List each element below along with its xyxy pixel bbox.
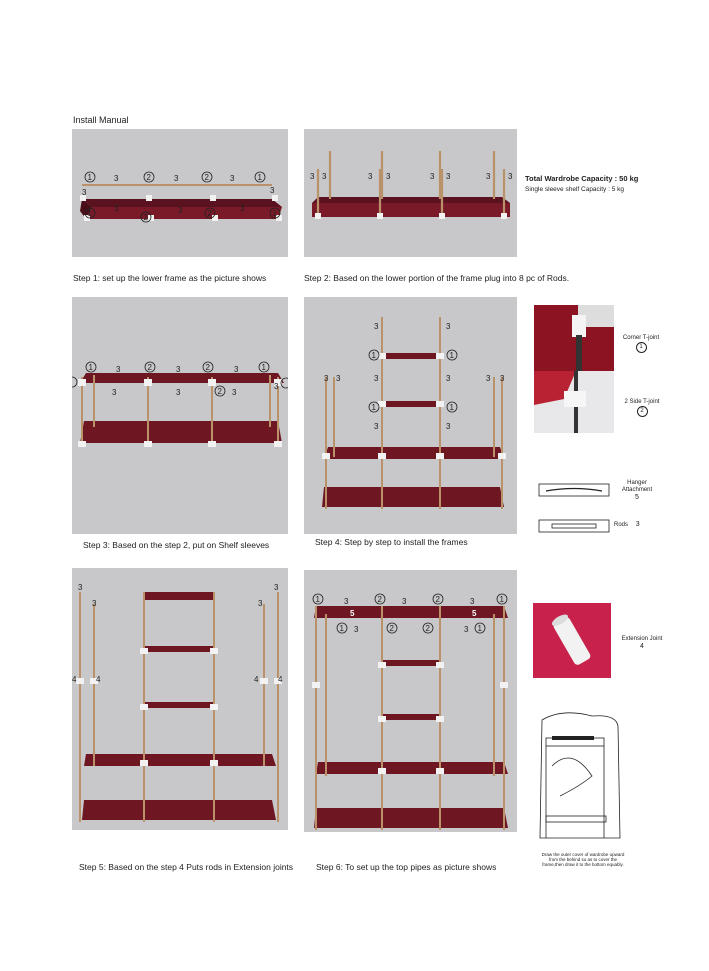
extension-joint-label: Extension Joint 4 (614, 636, 670, 650)
total-capacity: Total Wardrobe Capacity : 50 kg (525, 174, 639, 183)
svg-text:3: 3 (500, 374, 505, 383)
step-2-caption: Step 2: Based on the lower portion of the frame plug into 8 pc of Rods. (304, 273, 570, 283)
svg-text:3: 3 (92, 599, 97, 608)
capacity-info (525, 174, 705, 193)
svg-text:3: 3 (240, 204, 245, 213)
step-3-image (72, 297, 288, 534)
svg-text:3: 3 (112, 388, 117, 397)
hanger-attachment-icon (538, 482, 610, 498)
svg-text:1: 1 (315, 595, 320, 604)
svg-text:1: 1 (449, 403, 454, 412)
svg-text:1: 1 (87, 173, 92, 182)
svg-text:3: 3 (230, 174, 235, 183)
step-2-image (304, 129, 517, 257)
svg-text:2: 2 (204, 173, 209, 182)
svg-text:1: 1 (272, 209, 277, 218)
svg-text:3: 3 (324, 374, 329, 383)
hanger-label: Hanger Attachment 5 (612, 480, 662, 501)
svg-text:3: 3 (270, 186, 275, 195)
svg-text:3: 3 (274, 382, 279, 391)
corner-joint-number: 1 (636, 342, 647, 353)
svg-text:3: 3 (114, 174, 119, 183)
step-6-image (304, 570, 517, 832)
step-5-image (72, 568, 288, 830)
svg-text:3: 3 (232, 388, 237, 397)
svg-text:3: 3 (446, 322, 451, 331)
extension-joint-photo (533, 603, 611, 678)
svg-text:3: 3 (258, 599, 263, 608)
svg-text:1: 1 (87, 209, 92, 218)
svg-text:1: 1 (88, 363, 93, 372)
svg-text:1: 1 (499, 595, 504, 604)
svg-text:3: 3 (430, 172, 435, 181)
svg-text:3: 3 (486, 172, 491, 181)
svg-text:3: 3 (310, 172, 315, 181)
rods-icon (538, 518, 610, 534)
page-title: Install Manual (73, 115, 129, 125)
shelf-capacity: Single sleeve shelf Capacity : 5 kg (525, 186, 624, 193)
svg-text:1: 1 (339, 624, 344, 633)
svg-text:3: 3 (464, 625, 469, 634)
svg-text:1: 1 (371, 403, 376, 412)
svg-text:5: 5 (472, 609, 477, 618)
svg-text:3: 3 (374, 374, 379, 383)
cover-note: Draw the outer cover of wardrobe upward from the behind so as to cover the frame,then draw it to the bottom equably. (541, 852, 625, 867)
svg-text:2: 2 (146, 173, 151, 182)
rods-number: 3 (635, 521, 640, 528)
svg-text:4: 4 (96, 675, 101, 684)
svg-text:3: 3 (336, 374, 341, 383)
step-1-caption: Step 1: set up the lower frame as the picture shows (73, 273, 267, 283)
svg-text:3: 3 (446, 374, 451, 383)
step-6-caption: Step 6: To set up the top pipes as picture shows (316, 862, 497, 872)
svg-text:2: 2 (207, 209, 212, 218)
svg-text:3: 3 (402, 597, 407, 606)
svg-text:3: 3 (374, 422, 379, 431)
svg-text:4: 4 (278, 675, 283, 684)
svg-text:1: 1 (261, 363, 266, 372)
svg-text:3: 3 (274, 583, 279, 592)
svg-text:1: 1 (477, 624, 482, 633)
extension-joint-number: 4 (640, 643, 644, 650)
svg-text:2: 2 (217, 387, 222, 396)
svg-text:3: 3 (322, 172, 327, 181)
svg-text:3: 3 (368, 172, 373, 181)
svg-text:2: 2 (389, 624, 394, 633)
svg-text:2: 2 (147, 363, 152, 372)
side-joint-label: 2 Side T-joint 2 (616, 399, 668, 417)
hanger-number: 5 (635, 494, 639, 501)
svg-text:4: 4 (254, 675, 259, 684)
svg-text:3: 3 (344, 597, 349, 606)
svg-text:2: 2 (205, 363, 210, 372)
corner-joint-photo (534, 305, 614, 371)
svg-text:3: 3 (386, 172, 391, 181)
svg-text:1: 1 (257, 173, 262, 182)
rods-label: Rods 3 (614, 521, 640, 528)
svg-text:3: 3 (176, 365, 181, 374)
step-3-caption: Step 3: Based on the step 2, put on Shelf sleeves (83, 540, 270, 550)
svg-text:3: 3 (446, 172, 451, 181)
svg-text:5: 5 (350, 609, 355, 618)
svg-text:2: 2 (143, 213, 148, 222)
svg-text:3: 3 (508, 172, 513, 181)
svg-text:3: 3 (116, 365, 121, 374)
svg-text:1: 1 (371, 351, 376, 360)
svg-text:3: 3 (78, 583, 83, 592)
side-joint-number: 2 (637, 406, 648, 417)
wardrobe-cover-illustration (532, 706, 624, 846)
svg-text:3: 3 (486, 374, 491, 383)
step-4-image (304, 297, 517, 534)
svg-text:3: 3 (178, 206, 183, 215)
svg-text:3: 3 (354, 625, 359, 634)
svg-text:1: 1 (449, 351, 454, 360)
corner-joint-label: Corner T-joint 1 (616, 335, 666, 353)
svg-text:3: 3 (176, 388, 181, 397)
svg-text:3: 3 (446, 422, 451, 431)
svg-text:3: 3 (82, 188, 87, 197)
svg-text:2: 2 (435, 595, 440, 604)
svg-text:3: 3 (470, 597, 475, 606)
svg-text:3: 3 (374, 322, 379, 331)
svg-text:3: 3 (114, 204, 119, 213)
svg-text:3: 3 (174, 174, 179, 183)
svg-text:2: 2 (377, 595, 382, 604)
side-joint-photo (534, 371, 614, 433)
step-4-caption: Step 4: Step by step to install the frames (315, 537, 468, 547)
svg-text:3: 3 (234, 365, 239, 374)
step-5-caption: Step 5: Based on the step 4 Puts rods in Extension joints (79, 862, 294, 872)
step-1-image (72, 129, 288, 257)
svg-text:4: 4 (72, 675, 77, 684)
svg-text:2: 2 (425, 624, 430, 633)
